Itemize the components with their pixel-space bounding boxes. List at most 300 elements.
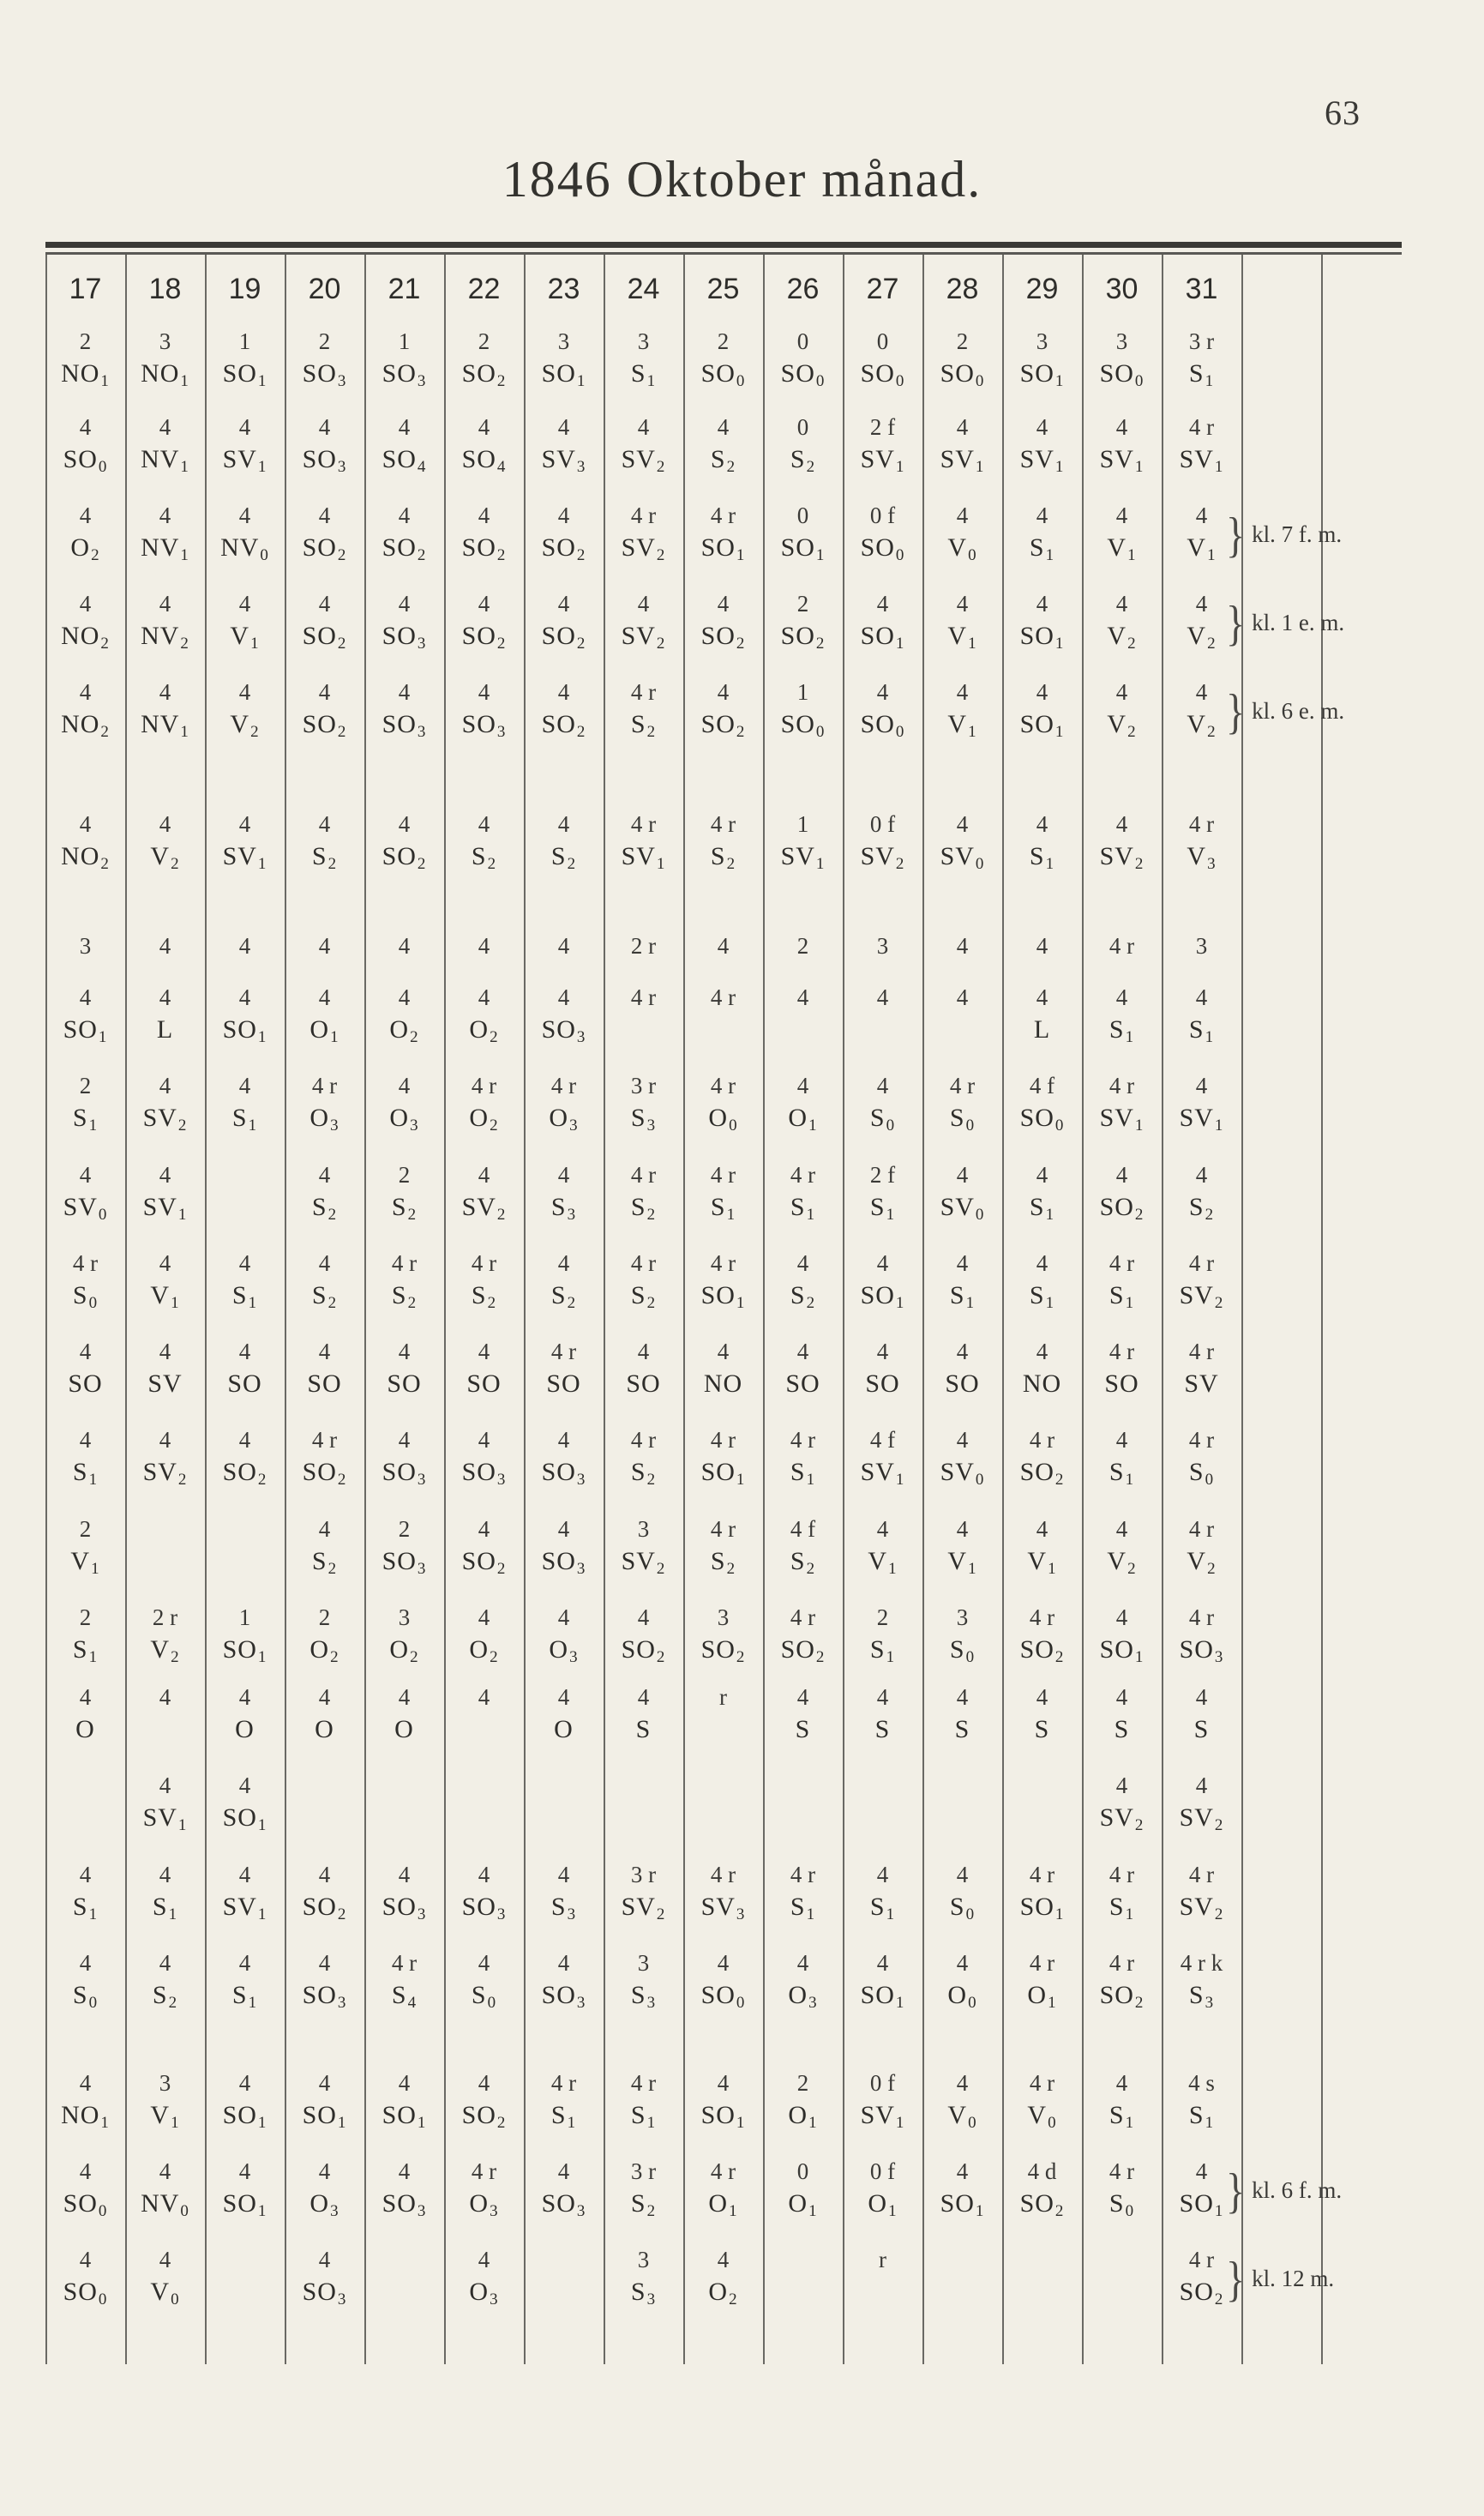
cloud-value: 4 <box>238 1773 251 1798</box>
wind-direction: $SO_2$ <box>302 710 347 741</box>
cloud-value: 4 r <box>710 1250 736 1276</box>
observation-cell <box>843 588 922 653</box>
time-note <box>1226 2251 1406 2307</box>
wind-direction: $O_1$ <box>708 2189 738 2220</box>
cloud-value: 4 <box>956 1339 969 1364</box>
wind-direction: SO <box>1104 1369 1139 1398</box>
wind-direction: $S_2$ <box>630 1281 657 1312</box>
column-divider <box>1321 255 1323 2364</box>
cloud-value: 4 <box>318 2070 331 2096</box>
wind-direction: $S_1$ <box>790 1893 816 1923</box>
cloud-value: 4 <box>557 811 570 837</box>
observation-cell <box>524 1248 604 1313</box>
cloud-value: 4 <box>876 1339 889 1364</box>
wind-direction: $SO_2$ <box>780 1635 826 1666</box>
observation-cell <box>45 1424 125 1490</box>
wind-direction: $SV_0$ <box>940 1458 985 1489</box>
wind-direction: $S_1$ <box>231 1981 258 2012</box>
wind-direction: $SO_1$ <box>860 1981 905 2012</box>
cloud-value: 0 <box>796 503 809 528</box>
observation-cell <box>125 1859 205 1924</box>
observation-cell <box>604 1159 683 1225</box>
wind-direction: $SO_3$ <box>1179 1635 1224 1666</box>
observation-cell <box>45 1682 125 1747</box>
observation-cell <box>205 1947 285 2013</box>
cloud-value: 4 <box>478 503 490 528</box>
cloud-value: 2 <box>398 1162 411 1188</box>
cloud-value: 4 <box>318 503 331 528</box>
observation-cell <box>444 1859 524 1924</box>
cloud-value: 4 r <box>1029 2070 1055 2096</box>
wind-direction: $SO_1$ <box>63 1015 108 1046</box>
cloud-value: 4 <box>717 679 730 705</box>
wind-direction: $SV_1$ <box>1099 445 1145 476</box>
cloud-value: 4 <box>956 1427 969 1453</box>
cloud-value: 4 r <box>1108 2158 1135 2184</box>
cloud-value: 4 <box>876 1684 889 1710</box>
wind-direction: SO <box>945 1369 980 1398</box>
cloud-value: 4 <box>1115 1427 1128 1453</box>
wind-direction: $S_0$ <box>949 1635 976 1666</box>
cloud-value: 4 <box>1115 1604 1128 1630</box>
observation-cell <box>1002 500 1082 565</box>
cloud-value: 4 <box>318 1862 331 1887</box>
observation-cell <box>285 982 364 1047</box>
wind-direction: $SV_1$ <box>860 445 905 476</box>
cloud-value: 4 r <box>1188 1862 1215 1887</box>
observation-cell <box>524 1070 604 1135</box>
wind-direction: $SO_0$ <box>860 359 905 390</box>
observation-cell <box>444 1514 524 1579</box>
observation-cell <box>763 1947 843 2013</box>
cloud-value: 4 <box>238 1339 251 1364</box>
wind-direction: $SO_1$ <box>382 2101 427 2132</box>
observation-cell <box>524 1336 604 1401</box>
cloud-value: 4 <box>956 984 969 1010</box>
cloud-value: 4 <box>1115 1516 1128 1542</box>
wind-direction: $O_3$ <box>469 2189 499 2220</box>
cloud-value: 4 r <box>550 1073 577 1098</box>
observation-cell <box>1162 1682 1241 1747</box>
observation-cell <box>1082 1859 1162 1924</box>
cloud-value: 4 <box>159 1684 171 1710</box>
cloud-value: 4 <box>557 1684 570 1710</box>
observation-cell <box>1082 2068 1162 2133</box>
observation-cell <box>285 1248 364 1313</box>
observation-cell <box>1002 1159 1082 1225</box>
wind-direction: $SV_1$ <box>222 445 267 476</box>
observation-cell <box>524 1602 604 1667</box>
cloud-value: 4 <box>557 984 570 1010</box>
cloud-value: 2 <box>956 328 969 354</box>
cloud-value: 4 r <box>790 1427 816 1453</box>
observation-cell <box>843 1070 922 1135</box>
wind-direction: $NV_1$ <box>141 445 189 476</box>
cloud-value: 4 <box>1036 1250 1048 1276</box>
observation-cell <box>125 809 205 874</box>
cloud-value: 4 <box>637 1339 650 1364</box>
observation-cell <box>444 677 524 742</box>
wind-direction: $SO_2$ <box>780 622 826 653</box>
wind-direction: $V_1$ <box>150 1281 180 1312</box>
wind-direction: $SV_1$ <box>222 1893 267 1923</box>
observation-cell <box>1082 1682 1162 1747</box>
wind-direction: $SO_1$ <box>700 1458 746 1489</box>
wind-direction: SO <box>227 1369 262 1398</box>
observation-cell <box>922 1859 1002 1924</box>
wind-direction: $O_3$ <box>389 1104 419 1135</box>
wind-direction: $SO_3$ <box>302 2278 347 2308</box>
cloud-value: 4 <box>318 984 331 1010</box>
wind-direction: $S_2$ <box>790 1281 816 1312</box>
cloud-value: 4 <box>1036 591 1048 617</box>
cloud-value: 4 <box>398 984 411 1010</box>
observation-cell <box>763 1424 843 1490</box>
observation-cell <box>604 1602 683 1667</box>
wind-direction: $S_1$ <box>1108 1893 1135 1923</box>
wind-direction: $SO_3$ <box>541 1015 586 1046</box>
wind-direction: $SV_1$ <box>780 842 826 873</box>
wind-direction: $SO_1$ <box>222 1015 267 1046</box>
cloud-value: 4 <box>398 2158 411 2184</box>
cloud-value: 4 <box>956 503 969 528</box>
wind-direction: $SO_0$ <box>780 710 826 741</box>
observation-cell <box>45 1336 125 1401</box>
observation-cell <box>683 326 763 391</box>
wind-direction: O <box>235 1715 255 1743</box>
wind-direction: $S_2$ <box>391 1193 418 1224</box>
observation-cell <box>1002 1947 1082 2013</box>
cloud-value: 4 <box>159 1250 171 1276</box>
wind-direction: $SO_2$ <box>302 1893 347 1923</box>
wind-direction: SO <box>387 1369 422 1398</box>
observation-cell <box>1082 809 1162 874</box>
wind-direction: $S_1$ <box>1108 1015 1135 1046</box>
observation-cell <box>444 1336 524 1401</box>
observation-cell <box>1162 1859 1241 1924</box>
cloud-value: 0 f <box>869 811 896 837</box>
wind-direction: $V_0$ <box>947 533 977 564</box>
cloud-value: 4 r <box>710 503 736 528</box>
cloud-value: 4 <box>796 1684 809 1710</box>
wind-direction: $S_3$ <box>550 1893 577 1923</box>
wind-direction: $S_1$ <box>1029 842 1055 873</box>
wind-direction: $S_3$ <box>630 2278 657 2308</box>
cloud-value: 4 r <box>391 1250 418 1276</box>
observation-cell <box>1002 2068 1082 2133</box>
cloud-value: 4 <box>238 2158 251 2184</box>
wind-direction: $SO_3$ <box>382 359 427 390</box>
observation-cell <box>444 809 524 874</box>
wind-direction: $SV_2$ <box>860 842 905 873</box>
cloud-value: 4 <box>1036 503 1048 528</box>
wind-direction: $S_1$ <box>231 1104 258 1135</box>
observation-cell <box>843 1248 922 1313</box>
cloud-value: 4 r <box>710 1516 736 1542</box>
observation-cell <box>763 412 843 477</box>
wind-direction: $SO_1$ <box>700 2101 746 2132</box>
wind-direction: $SV_1$ <box>860 2101 905 2132</box>
observation-cell <box>285 1514 364 1579</box>
cloud-value: 4 <box>79 503 92 528</box>
cloud-value: 4 r <box>710 984 736 1010</box>
wind-direction: $S_2$ <box>710 1547 736 1578</box>
wind-direction: $S_0$ <box>1108 2189 1135 2220</box>
observation-cell <box>604 326 683 391</box>
wind-direction <box>125 1712 205 1747</box>
cloud-value: 4 <box>318 1950 331 1976</box>
observation-cell <box>205 1770 285 1835</box>
cloud-value: 4 <box>1115 679 1128 705</box>
cloud-value: 4 r <box>1029 1604 1055 1630</box>
wind-direction: $S_1$ <box>72 1458 99 1489</box>
wind-direction: $SO_0$ <box>63 445 108 476</box>
observation-cell <box>205 1682 285 1747</box>
cloud-value: 4 <box>318 591 331 617</box>
wind-direction: SO <box>785 1369 820 1398</box>
cloud-value: 3 <box>557 328 570 354</box>
cloud-value: 4 r <box>311 1427 338 1453</box>
cloud-value: 4 r <box>1188 1339 1215 1364</box>
observation-cell <box>1162 1770 1241 1835</box>
cloud-value: 4 <box>557 2158 570 2184</box>
wind-direction: $NV_0$ <box>220 533 269 564</box>
cloud-value: 4 <box>79 591 92 617</box>
cloud-value: 4 r <box>710 1073 736 1098</box>
wind-direction: S <box>635 1715 652 1743</box>
cloud-value: 4 <box>398 1427 411 1453</box>
wind-direction: $S_3$ <box>630 1981 657 2012</box>
cloud-value: 4 r <box>1108 1339 1135 1364</box>
observation-cell <box>285 500 364 565</box>
cloud-value: 4 <box>79 984 92 1010</box>
observation-cell <box>524 1159 604 1225</box>
cloud-value: 4 <box>398 2070 411 2096</box>
cloud-value: 4 <box>876 679 889 705</box>
observation-cell <box>843 982 922 1047</box>
observation-cell <box>843 1602 922 1667</box>
observation-cell <box>364 1336 444 1401</box>
cloud-value: 1 <box>796 679 809 705</box>
cloud-value: 4 r <box>1029 1950 1055 1976</box>
observation-cell <box>285 1682 364 1747</box>
observation-cell <box>125 2156 205 2221</box>
wind-direction: $S_2$ <box>630 2189 657 2220</box>
wind-direction <box>604 1013 683 1047</box>
wind-direction: $O_3$ <box>549 1104 579 1135</box>
wind-direction: $SO_3$ <box>382 710 427 741</box>
day-header: 26 <box>786 273 820 305</box>
wind-direction: $SV_2$ <box>1099 1803 1145 1834</box>
cloud-value: 4 <box>1036 679 1048 705</box>
cloud-value: 4 <box>159 1427 171 1453</box>
wind-direction: $SO_2$ <box>1019 2189 1065 2220</box>
observation-cell <box>45 1248 125 1313</box>
day-header: 27 <box>866 273 899 305</box>
wind-direction: $SO_2$ <box>1179 2278 1224 2308</box>
wind-direction: $SO_4$ <box>461 445 507 476</box>
cloud-value: 4 <box>159 933 171 959</box>
observation-cell <box>205 1248 285 1313</box>
wind-direction: $S_1$ <box>72 1893 99 1923</box>
observation-cell <box>364 677 444 742</box>
observation-cell <box>1082 500 1162 565</box>
cloud-value: 4 <box>318 679 331 705</box>
observation-cell <box>922 1424 1002 1490</box>
observation-cell <box>364 1159 444 1225</box>
wind-direction: $SV_2$ <box>621 622 666 653</box>
observation-cell <box>1082 1947 1162 2013</box>
observation-cell <box>763 1602 843 1667</box>
wind-direction <box>683 1712 763 1747</box>
wind-direction: O <box>394 1715 414 1743</box>
cloud-value: 0 <box>796 328 809 354</box>
cloud-value: 4 <box>956 1250 969 1276</box>
wind-direction: $SO_2$ <box>1099 1981 1145 2012</box>
cloud-value: 4 <box>79 1862 92 1887</box>
wind-direction: $SO_2$ <box>1019 1458 1065 1489</box>
observation-cell <box>683 1159 763 1225</box>
time-note <box>1226 507 1406 563</box>
wind-direction: $S_1$ <box>1108 1281 1135 1312</box>
wind-direction: $S_0$ <box>72 1281 99 1312</box>
observation-cell <box>45 677 125 742</box>
cloud-value: 4 <box>956 1862 969 1887</box>
observation-cell <box>524 982 604 1047</box>
cloud-value: 4 <box>478 1339 490 1364</box>
cloud-value: 4 r <box>630 1427 657 1453</box>
cloud-value: 4 <box>557 679 570 705</box>
wind-direction <box>843 2275 922 2309</box>
observation-cell <box>843 809 922 874</box>
cloud-value: 4 <box>637 591 650 617</box>
cloud-value: 4 r <box>1188 811 1215 837</box>
cloud-value: 4 <box>478 2070 490 2096</box>
cloud-value: 2 <box>318 1604 331 1630</box>
wind-direction: $S_1$ <box>231 1281 258 1312</box>
cloud-value: 4 <box>159 1073 171 1098</box>
cloud-value: 4 <box>318 1516 331 1542</box>
cloud-value: 4 <box>79 1427 92 1453</box>
cloud-value: 1 <box>238 328 251 354</box>
cloud-value: 4 <box>478 811 490 837</box>
wind-direction: $SV_0$ <box>940 1193 985 1224</box>
cloud-value: 2 r <box>152 1604 178 1630</box>
wind-direction: $SO_2$ <box>1019 1635 1065 1666</box>
wind-direction: $O_1$ <box>1027 1981 1057 2012</box>
wind-direction: $SO_2$ <box>461 359 507 390</box>
wind-direction: $V_1$ <box>947 622 977 653</box>
observation-cell <box>125 1947 205 2013</box>
observation-cell <box>524 500 604 565</box>
observation-cell <box>843 2156 922 2221</box>
wind-direction: $O_2$ <box>309 1635 339 1666</box>
cloud-value: 4 <box>956 2070 969 2096</box>
cloud-value: 4 r k <box>1180 1950 1223 1976</box>
cloud-value: 4 <box>318 933 331 959</box>
cloud-value: 4 <box>478 1604 490 1630</box>
day-header: 20 <box>308 273 341 305</box>
observation-cell <box>922 2156 1002 2221</box>
wind-direction: $SO_3$ <box>382 2189 427 2220</box>
observation-cell <box>1162 809 1241 874</box>
observation-cell <box>604 809 683 874</box>
wind-direction: $SO_2$ <box>541 622 586 653</box>
observation-cell <box>843 1424 922 1490</box>
cloud-value: 4 <box>1195 503 1208 528</box>
wind-direction: $SO_0$ <box>860 710 905 741</box>
observation-cell <box>285 1424 364 1490</box>
observation-cell <box>524 412 604 477</box>
observation-cell <box>843 326 922 391</box>
cloud-value: 3 r <box>1188 328 1215 354</box>
cloud-value: 4 <box>1115 984 1128 1010</box>
cloud-value: 2 f <box>869 1162 896 1188</box>
wind-direction: $SO_3$ <box>461 1458 507 1489</box>
wind-direction: $S_1$ <box>630 359 657 390</box>
wind-direction: $SO_2$ <box>461 1547 507 1578</box>
cloud-value: 4 <box>79 2247 92 2272</box>
cloud-value: 4 <box>1115 503 1128 528</box>
observation-cell <box>364 588 444 653</box>
day-header: 21 <box>388 273 421 305</box>
observation-cell <box>364 1682 444 1747</box>
observation-cell <box>125 2244 205 2309</box>
observation-cell <box>125 326 205 391</box>
wind-direction: $SO_0$ <box>63 2278 108 2308</box>
cloud-value: 3 r <box>630 1073 657 1098</box>
cloud-value: 4 r <box>1188 414 1215 440</box>
observation-cell <box>524 1682 604 1747</box>
observation-cell <box>763 809 843 874</box>
observation-cell <box>444 588 524 653</box>
cloud-value: 4 r <box>1029 1427 1055 1453</box>
time-note-text: kl. 6 e. m. <box>1252 698 1345 724</box>
wind-direction: $O_2$ <box>708 2278 738 2308</box>
cloud-value: 4 <box>796 984 809 1010</box>
cloud-value: 4 <box>318 1339 331 1364</box>
cloud-value: 4 <box>159 1773 171 1798</box>
observation-cell <box>1002 1424 1082 1490</box>
cloud-value: 2 <box>796 2070 809 2096</box>
cloud-value: 4 <box>478 679 490 705</box>
observation-cell <box>45 588 125 653</box>
cloud-value: 4 r <box>550 2070 577 2096</box>
cloud-value: 4 <box>478 1950 490 1976</box>
wind-direction: $SO_2$ <box>302 622 347 653</box>
cloud-value: 4 <box>1115 591 1128 617</box>
wind-direction <box>843 1013 922 1047</box>
observation-cell <box>524 2156 604 2221</box>
cloud-value: 4 <box>1115 414 1128 440</box>
observation-cell <box>45 809 125 874</box>
wind-direction: $SO_3$ <box>302 445 347 476</box>
observation-cell <box>1082 1336 1162 1401</box>
cloud-value: 4 <box>876 1073 889 1098</box>
wind-direction: $SO_3$ <box>461 1893 507 1923</box>
cloud-value: 2 <box>79 1073 92 1098</box>
observation-cell <box>604 1424 683 1490</box>
wind-direction: $V_1$ <box>70 1547 100 1578</box>
wind-direction: $S_2$ <box>311 842 338 873</box>
observation-cell <box>1002 809 1082 874</box>
wind-direction: $SO_0$ <box>780 359 826 390</box>
day-header: 28 <box>946 273 979 305</box>
cloud-value: 4 <box>1036 1339 1048 1364</box>
observation-cell <box>763 1070 843 1135</box>
wind-direction: $S_2$ <box>550 842 577 873</box>
observation-cell <box>45 1070 125 1135</box>
